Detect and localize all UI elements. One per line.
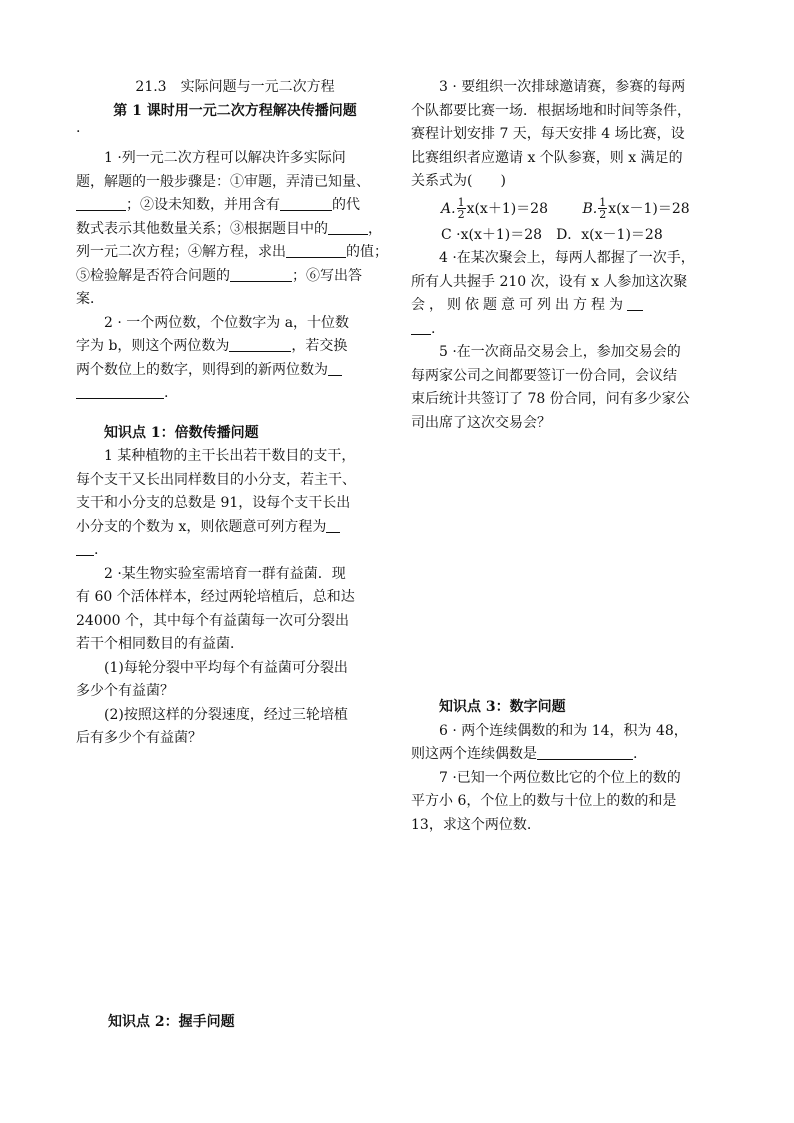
option-a[interactable] bbox=[411, 196, 548, 221]
stray-dot: . bbox=[76, 123, 81, 136]
option-a-fraction bbox=[457, 197, 466, 220]
kp1-q2-line-6: 多少个有益菌？ bbox=[76, 683, 174, 699]
q2-blank-2b[interactable] bbox=[76, 383, 164, 399]
option-b-label: B. bbox=[582, 200, 598, 217]
q1-text-4a: 数式表示其他数量关系；③根据题目中的 bbox=[76, 220, 328, 237]
question-2 bbox=[76, 312, 394, 406]
kp1-q2-line-3: 24000 个，其中每个有益菌每一次可分裂出 bbox=[76, 612, 349, 629]
q7-line-1: 7 ·已知一个两位数比它的个位上的数的 bbox=[439, 769, 681, 786]
q2-text-2b: ，若交换 bbox=[291, 338, 348, 354]
question-3 bbox=[411, 76, 721, 247]
option-d[interactable]: D．x(x－1)＝28 bbox=[556, 226, 663, 243]
question-6 bbox=[411, 720, 721, 767]
q1-line-6 bbox=[76, 265, 394, 289]
q1-line-2: 题，解题的一般步骤是：①审题，弄清已知量、 bbox=[76, 173, 370, 190]
q4-blank-a[interactable] bbox=[627, 295, 643, 311]
kp1-q1-line-5 bbox=[76, 539, 394, 563]
q2-line-4 bbox=[76, 382, 394, 406]
question-5 bbox=[411, 341, 721, 435]
q4-text-4: . bbox=[431, 320, 436, 337]
q2-line-3 bbox=[76, 359, 394, 383]
kp1-q2-line-4: 若干个相同数目的有益菌． bbox=[76, 636, 244, 652]
knowledge-point-2-title: 知识点 2：握手问题 bbox=[108, 1014, 235, 1030]
kp1-question-1 bbox=[76, 445, 394, 563]
q5-line-2: 每两家公司之间都要签订一份合同，会议结 bbox=[411, 367, 677, 384]
q2-blank-1[interactable] bbox=[229, 336, 291, 352]
q4-line-3 bbox=[411, 294, 721, 318]
q7-line-3: 13，求这个两位数. bbox=[411, 816, 532, 833]
kp1-q2-line-2: 有 60 个活体样本，经过两轮培植后，总和达 bbox=[76, 589, 355, 605]
q4-line-4 bbox=[411, 318, 721, 342]
kp1-q1-text-5: . bbox=[94, 542, 99, 558]
option-b-denominator: 2 bbox=[599, 208, 607, 221]
q1-line-1: 1 ·列一元二次方程可以解决许多实际问 bbox=[104, 150, 346, 166]
q1-blank-3[interactable] bbox=[328, 219, 368, 235]
right-column bbox=[411, 76, 721, 837]
knowledge-point-3-title: 知识点 3：数字问题 bbox=[439, 699, 566, 715]
knowledge-point-1-title: 知识点 1：倍数传播问题 bbox=[104, 424, 259, 441]
question-4 bbox=[411, 247, 721, 341]
q3-line-3: 赛程计划安排 7 天，每天安排 4 场比赛，设 bbox=[411, 126, 685, 142]
kp1-q1-line-4 bbox=[76, 516, 394, 540]
q2-line-2 bbox=[76, 335, 394, 359]
left-column bbox=[76, 76, 394, 751]
q4-line-2: 所有人共握手 210 次，设有 x 人参加这次聚 bbox=[411, 273, 688, 290]
q2-text-4: . bbox=[164, 385, 169, 401]
kp1-q1-blank-a[interactable] bbox=[326, 517, 340, 533]
q1-line-5 bbox=[76, 241, 394, 265]
q3-line-1: 3 · 要组织一次排球邀请赛，参赛的每两 bbox=[439, 79, 686, 95]
option-b-numerator: 1 bbox=[599, 196, 607, 209]
kp1-q1-line-1: 1 某种植物的主干长出若干数目的支干， bbox=[104, 448, 356, 464]
q1-line-7: 案． bbox=[76, 291, 104, 307]
q4-text-3: 会，则依题意可列出方程为 bbox=[411, 297, 627, 313]
q1-blank-2[interactable] bbox=[280, 195, 332, 211]
q6-line-1: 6 · 两个连续偶数的和为 14，积为 48， bbox=[439, 722, 688, 739]
question-7 bbox=[411, 767, 721, 838]
kp1-q1-blank-b[interactable] bbox=[76, 540, 94, 556]
options-row-ab bbox=[411, 194, 721, 224]
q2-text-2a: 字为 b，则这个两位数为 bbox=[76, 338, 230, 354]
kp1-q2-line-5: (1)每轮分裂中平均每个有益菌可分裂出 bbox=[104, 659, 348, 676]
q3-line-4: 比赛组织者应邀请 x 个队参赛，则 x 满足的 bbox=[411, 149, 683, 166]
q3-line-2: 个队都要比赛一场．根据场地和时间等条件， bbox=[411, 102, 691, 119]
option-c[interactable]: C ·x(x＋1)＝28 bbox=[441, 226, 543, 243]
q6-text-end: . bbox=[633, 746, 638, 762]
lesson-title: 第 1 课时用一元二次方程解决传播问题 bbox=[113, 102, 357, 119]
kp1-q2-line-1: 2 ·某生物实验室需培育一群有益菌．现 bbox=[104, 565, 346, 582]
section-title: 21.3 实际问题与一元二次方程 bbox=[135, 79, 335, 95]
q2-blank-2a[interactable] bbox=[328, 360, 342, 376]
q1-text-3a: ；②设未知数，并用含有 bbox=[126, 197, 280, 213]
option-b-fraction bbox=[598, 197, 607, 220]
option-b-expression: x(x－1)＝28 bbox=[608, 200, 690, 217]
option-b[interactable] bbox=[552, 196, 690, 221]
q1-text-6b: ；⑥写出答 bbox=[292, 267, 362, 284]
q1-blank-1[interactable] bbox=[76, 195, 126, 211]
q2-text-3: 两个数位上的数字，则得到的新两位数为 bbox=[76, 361, 328, 378]
option-a-numerator: 1 bbox=[457, 196, 465, 209]
kp1-question-2 bbox=[76, 563, 394, 751]
q1-blank-5[interactable] bbox=[230, 266, 292, 282]
q1-line-3 bbox=[76, 194, 394, 218]
q6-blank[interactable] bbox=[537, 744, 633, 760]
kp1-q1-text-4: 小分支的个数为 x，则依题意可列方程为 bbox=[76, 518, 327, 535]
q4-line-1: 4 ·在某次聚会上，每两人都握了一次手， bbox=[439, 250, 695, 266]
q7-line-2: 平方小 6，个位上的数与十位上的数的和是 bbox=[411, 793, 677, 809]
option-a-expression: x(x＋1)＝28 bbox=[466, 200, 548, 217]
kp1-q2-line-8: 后有多少个有益菌？ bbox=[76, 730, 202, 746]
q2-line-1: 2 · 一个两位数，个位数字为 a，十位数 bbox=[104, 314, 350, 331]
question-1 bbox=[76, 147, 394, 312]
q1-line-4 bbox=[76, 218, 394, 242]
q1-text-5a: 列一元二次方程；④解方程，求出 bbox=[76, 244, 286, 260]
q1-text-6a: ⑤检验解是否符合问题的 bbox=[76, 267, 230, 284]
q4-blank-b[interactable] bbox=[411, 319, 431, 335]
options-row-cd bbox=[411, 224, 721, 248]
kp1-q1-line-2: 每个支干又长出同样数目的小分支，若主干、 bbox=[76, 471, 356, 488]
option-a-label: A. bbox=[441, 200, 456, 217]
option-a-denominator: 2 bbox=[457, 208, 465, 221]
kp1-q1-line-3: 支干和小分支的总数是 91，设每个支干长出 bbox=[76, 495, 351, 511]
q1-text-4b: ， bbox=[368, 220, 382, 237]
q6-text-2: 则这两个连续偶数是 bbox=[411, 746, 537, 762]
kp1-q2-line-7: (2)按照这样的分裂速度，经过三轮培植 bbox=[104, 706, 348, 723]
q5-line-4: 司出席了这次交易会？ bbox=[411, 414, 551, 431]
q1-blank-4[interactable] bbox=[286, 242, 346, 258]
q1-text-5b: 的值； bbox=[346, 244, 388, 260]
q5-line-1: 5 ·在一次商品交易会上，参加交易会的 bbox=[439, 344, 681, 360]
q3-line-5: 关系式为( ) bbox=[411, 173, 506, 189]
q5-line-3: 束后统计共签订了 78 份合同，问有多少家公 bbox=[411, 391, 690, 407]
q1-text-3b: 的代 bbox=[332, 197, 360, 213]
q6-line-2 bbox=[411, 743, 721, 767]
